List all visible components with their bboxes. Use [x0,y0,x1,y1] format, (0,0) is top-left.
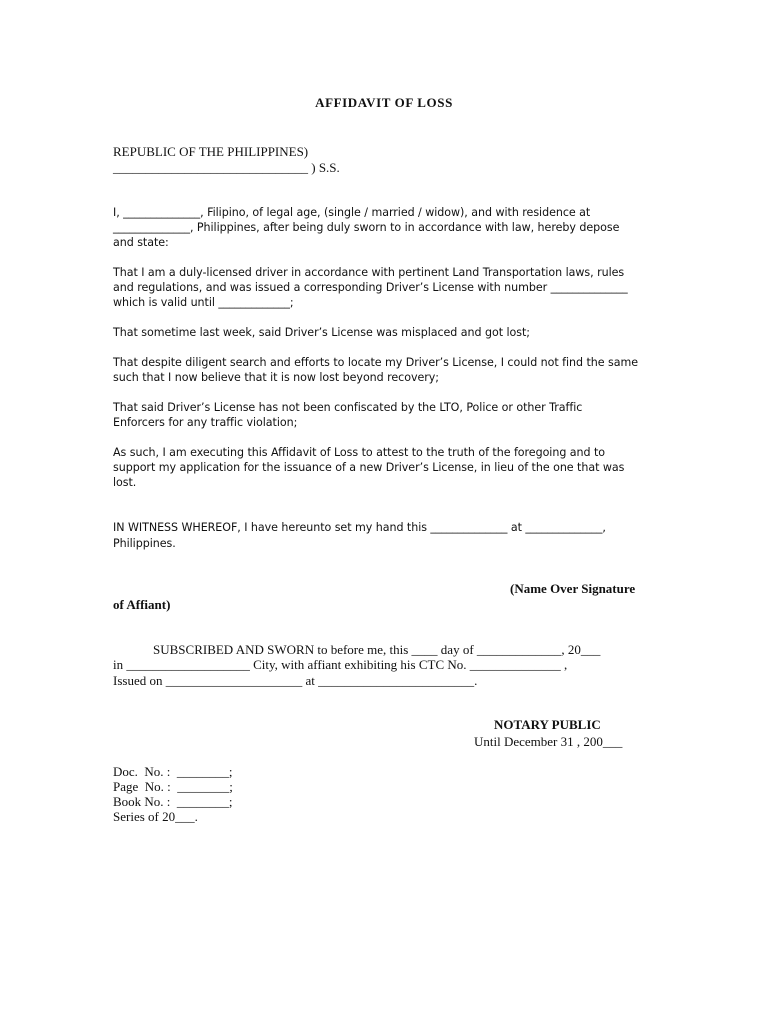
confiscation-paragraph-line-2: Enforcers for any traffic violation; [113,416,298,429]
jurat-line-1: SUBSCRIBED AND SWORN to before me, this ____ day of _____________, 20___ [153,642,601,657]
intro-line-2: ______________, Philippines, after being duly sworn to in accordance with law, hereby depose [113,221,620,234]
signature-label-line-1: (Name Over Signature [510,581,636,596]
license-paragraph-line-2: and regulations, and was issued a corresponding Driver’s License with number ______________ [113,281,628,294]
doc-no-line: Doc. No. : ________; [113,764,233,779]
search-paragraph-line-2: such that I now believe that it is now lost beyond recovery; [113,371,439,384]
jurat-line-3: Issued on _____________________ at ________________________. [113,673,478,688]
purpose-paragraph-line-2: support my application for the issuance of a new Driver’s License, in lieu of the one that was [113,461,625,474]
search-paragraph-line-1: That despite diligent search and efforts to locate my Driver’s License, I could not find the same [113,356,639,369]
page-no-line: Page No. : ________; [113,779,233,794]
purpose-paragraph-line-1: As such, I am executing this Affidavit of Loss to attest to the truth of the foregoing and to [113,446,606,459]
license-paragraph-line-3: which is valid until _____________; [113,296,294,309]
license-paragraph-line-1: That I am a duly-licensed driver in accordance with pertinent Land Transportation laws, rules [113,266,625,279]
lost-paragraph-line-1: That sometime last week, said Driver’s License was misplaced and got lost; [113,326,530,339]
signature-label-line-2: of Affiant) [113,597,171,612]
notary-public-label: NOTARY PUBLIC [494,717,601,732]
venue-ss-line: ______________________________ ) S.S. [113,160,340,175]
series-line: Series of 20___. [113,809,198,824]
witness-line-2: Philippines. [113,537,176,550]
notary-until-line: Until December 31 , 200___ [474,734,623,749]
confiscation-paragraph-line-1: That said Driver’s License has not been confiscated by the LTO, Police or other Traffic [113,401,583,414]
book-no-line: Book No. : ________; [113,794,233,809]
jurat-line-2: in ___________________ City, with affiant exhibiting his CTC No. ______________ , [113,657,568,672]
intro-line-1: I, ______________, Filipino, of legal age, (single / married / widow), and with residence at [113,206,591,219]
witness-line-1: IN WITNESS WHEREOF, I have hereunto set my hand this ______________ at ______________, [113,521,606,534]
document-title: AFFIDAVIT OF LOSS [315,95,453,110]
venue-republic: REPUBLIC OF THE PHILIPPINES) [113,144,309,159]
intro-line-3: and state: [113,236,169,249]
purpose-paragraph-line-3: lost. [113,476,137,489]
